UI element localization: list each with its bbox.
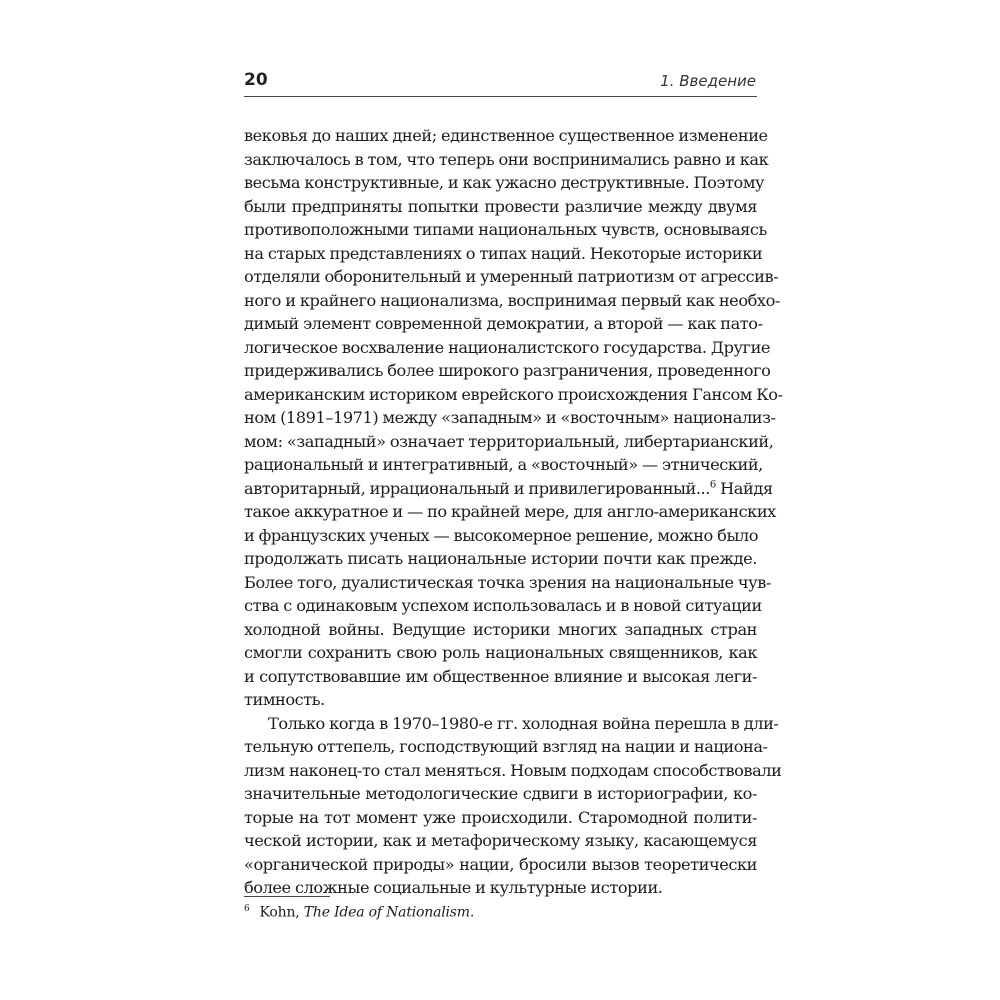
text-line: Более того, дуалистическая точка зрения на национальные чув- bbox=[244, 572, 771, 592]
text-line: ческой истории, как и метафорическому языку, касающемуся bbox=[244, 831, 757, 850]
text-line: рациональный и интегративный, а «восточный» — этнический, bbox=[244, 455, 763, 474]
text-line: димый элемент современной демократии, а второй — как пато- bbox=[244, 314, 763, 333]
text-line: продолжать писать национальные истории почти как прежде. bbox=[244, 549, 757, 568]
text-line: придерживались более широкого разграничения, проведенного bbox=[244, 361, 771, 380]
text-line: такое аккуратное и — по крайней мере, для англо-американских bbox=[244, 502, 776, 521]
footnote-title: The Idea of Nationalism. bbox=[303, 904, 475, 921]
text-line: заключалось в том, что теперь они воспринимались равно и как bbox=[244, 149, 769, 169]
text-line: и французских ученых — высокомерное решение, можно было bbox=[244, 525, 759, 545]
text-line: логическое восхваление националистского государства. Другие bbox=[244, 337, 771, 357]
text-line: мом: «западный» означает территориальный, либертарианский, bbox=[244, 431, 774, 451]
text-line: и сопутствовавшие им общественное влияние и высокая леги- bbox=[244, 666, 757, 686]
text-line: торые на тот момент уже происходили. Старомодной полити- bbox=[244, 807, 757, 827]
text-line: смогли сохранить свою роль национальных священников, как bbox=[244, 643, 757, 662]
text-line: американским историком еврейского происхождения Гансом Ко- bbox=[244, 384, 783, 404]
paragraph-1 bbox=[244, 124, 783, 712]
text-line: ного и крайнего национализма, воспринимая первый как необхо- bbox=[244, 290, 780, 310]
footnote-author: Kohn, bbox=[259, 904, 300, 921]
text-line: были предприняты попытки провести различие между двумя bbox=[244, 196, 757, 216]
text-fragment: Найдя bbox=[715, 478, 773, 498]
running-head: 1. Введение bbox=[660, 72, 756, 90]
text-line: на старых представлениях о типах наций. Некоторые историки bbox=[244, 243, 763, 263]
footnote-reference[interactable]: 6 bbox=[709, 479, 716, 491]
text-line: тельную оттепель, господствующий взгляд на нации и национа- bbox=[244, 737, 768, 756]
text-line: отделяли оборонительный и умеренный патриотизм от агрессив- bbox=[244, 267, 779, 286]
text-line: более сложные социальные и культурные истории. bbox=[244, 878, 663, 897]
text-line: лизм наконец-то стал меняться. Новым подходам способствовали bbox=[244, 760, 782, 780]
text-line-with-footnote-ref bbox=[244, 477, 773, 501]
text-line: весьма конструктивные, и как ужасно деструктивные. Поэтому bbox=[244, 173, 765, 192]
paragraph-2 bbox=[244, 712, 782, 900]
footnote-rule bbox=[244, 896, 330, 897]
text-line: Только когда в 1970–1980-е гг. холодная война перешла в дли- bbox=[268, 713, 779, 733]
body-text bbox=[244, 124, 783, 900]
footnote bbox=[244, 904, 474, 921]
text-line: тимность. bbox=[244, 690, 325, 709]
footnote-number: 6 bbox=[244, 904, 250, 914]
text-line: вековья до наших дней; единственное существенное изменение bbox=[244, 126, 768, 145]
text-line: значительные методологические сдвиги в историографии, ко- bbox=[244, 784, 757, 803]
text-line: противоположными типами национальных чувств, основываясь bbox=[244, 220, 767, 239]
text-line: холодной войны. Ведущие историки многих западных стран bbox=[244, 619, 757, 639]
header-rule bbox=[244, 96, 757, 97]
text-line: «органической природы» нации, бросили вызов теоретически bbox=[244, 854, 757, 874]
page-number: 20 bbox=[244, 70, 268, 90]
text-line: ном (1891–1971) между «западным» и «восточным» национализ- bbox=[244, 408, 776, 427]
text-fragment: авторитарный, иррациональный и привилегированный... bbox=[244, 478, 710, 498]
text-line: ства с одинаковым успехом использовалась и в новой ситуации bbox=[244, 596, 762, 615]
